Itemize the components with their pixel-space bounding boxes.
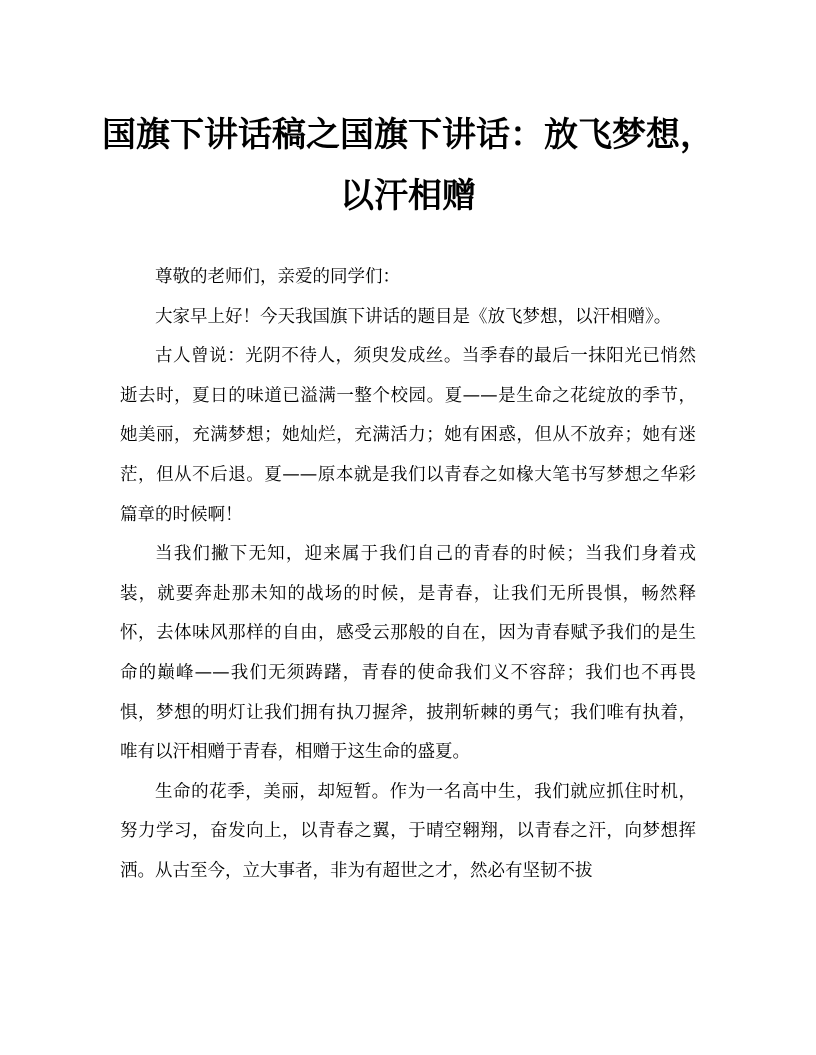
- paragraph-greeting: 大家早上好！今天我国旗下讲话的题目是《放飞梦想，以汗相赠》。: [155, 306, 672, 327]
- document-body: [120, 258, 696, 892]
- document-title-line-2: 以汗相赠: [340, 176, 476, 216]
- document-title-line-1: 国旗下讲话稿之国旗下讲话：放飞梦想，: [102, 115, 714, 155]
- paragraph-summer: 古人曾说：光阴不待人，须臾发成丝。当季春的最后一抹阳光已悄然逝去时，夏日的味道已溢满一整个校园。夏——是生命之花绽放的季节，她美丽，充满梦想；她灿烂，充满活力；她有困惑，但从不放弃；她有迷茫，但从不后退。夏——原本就是我们以青春之如椽大笔书写梦想之华彩篇章的时候啊！: [120, 346, 696, 525]
- paragraph-youth: 当我们撇下无知，迎来属于我们自己的青春的时候；当我们身着戎装，就要奔赴那未知的战场的时候，是青春，让我们无所畏惧，畅然释怀，去体味风那样的自由，感受云那般的自在，因为青春赋予我们的是生命的巅峰——我们无须踌躇，青春的使命我们义不容辞；我们也不再畏惧，梦想的明灯让我们拥有执刀握斧，披荆斩棘的勇气；我们唯有执着，唯有以汗相赠于青春，相赠于这生命的盛夏。: [120, 544, 696, 763]
- paragraph-salutation: 尊敬的老师们，亲爱的同学们：: [155, 267, 400, 287]
- paragraph-flower-season: 生命的花季，美丽，却短暂。作为一名高中生，我们就应抓住时机，努力学习，奋发向上，以青春之翼，于晴空翱翔，以青春之汗，向梦想挥洒。从古至今，立大事者，非为有超世之才，然必有坚韧不拔: [120, 781, 696, 881]
